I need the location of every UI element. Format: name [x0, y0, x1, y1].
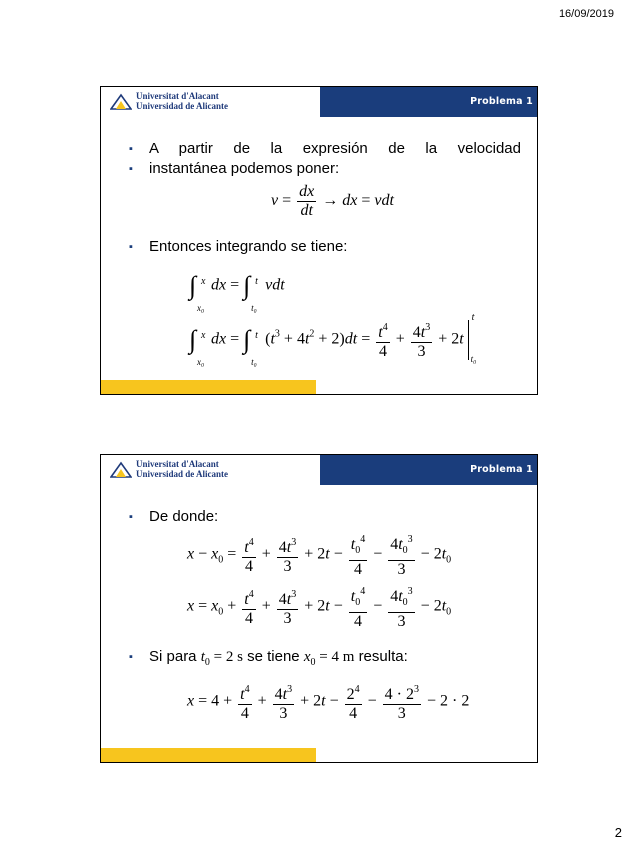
slide-2 — [100, 454, 538, 763]
equation-integral-result: ∫ x x₀ dx = ∫ t t₀ $(t^3 + 4t^2 + 2)dt$ = $\frac{t^4}{4}$ + $\frac{4t^3}{3}$ + 2t t t₀ — [189, 312, 477, 367]
university-name — [136, 459, 228, 479]
university-name-line2: Universidad de Alicante — [136, 101, 229, 111]
footer-bar — [101, 380, 316, 394]
slide-header — [101, 455, 537, 487]
equation-velocity-definition: v = $\frac{dx}{dt}$ → dx = vdt — [271, 183, 394, 219]
university-logo — [110, 459, 228, 479]
bullet-velocity-intro-line2 — [149, 159, 339, 179]
page-date: 16/09/2019 — [558, 8, 614, 20]
university-name-line1: Universitat d'Alacant — [136, 91, 219, 101]
condition-t0: $t_0 = 2$ s — [200, 649, 243, 668]
bullet-initial-conditions — [149, 647, 408, 673]
header-bar — [320, 87, 538, 117]
equation-position: $x = x_0$ + $\frac{t^4}{4}$ + $\frac{4t^3}{3}$ + 2t − $\frac{t_0^4}{4}$ − $\frac{4t_0^3}{3}$ − $2t_0$ — [187, 583, 451, 631]
problem-label: Problema 1 — [470, 96, 533, 107]
footer-bar — [101, 748, 316, 762]
university-emblem-icon — [110, 92, 132, 110]
slide-1 — [100, 86, 538, 395]
condition-prefix: Si para — [149, 648, 197, 665]
bullet-integrating: ▪ Entonces integrando se tiene: — [149, 237, 347, 257]
equation-displacement: $x - x_0$ = $\frac{t^4}{4}$ + $\frac{4t^3}{3}$ + 2t − $\frac{t_0^4}{4}$ − $\frac{4t_0^3}{3}$ − $2t_0$ — [187, 531, 451, 579]
equation-position-substituted: x = 4 + $\frac{t^4}{4}$ + $\frac{4t^3}{3}$ + 2t − $\frac{2^4}{4}$ − $\frac{4 \cdot 2^3}{3}$ − 2 · 2 — [187, 681, 469, 723]
slide-header — [101, 87, 537, 119]
bullet-velocity-intro-line1: ▪ A partir de la expresión de la velocidad — [149, 139, 521, 159]
equation-integral-setup: ∫ x x₀ dx = ∫ t t₀ vdt — [189, 271, 285, 313]
university-name-line1: Universitat d'Alacant — [136, 459, 219, 469]
problem-label: Problema 1 — [470, 464, 533, 475]
university-logo — [110, 91, 228, 111]
condition-suffix: resulta: — [358, 648, 408, 665]
condition-mid: se tiene — [247, 648, 300, 665]
university-emblem-icon — [110, 460, 132, 478]
university-name — [136, 91, 228, 111]
bullet-from-where: ▪ De donde: — [149, 507, 218, 527]
university-name-line2: Universidad de Alicante — [136, 469, 229, 479]
header-bar — [320, 455, 538, 485]
condition-x0: $x_0 = 4$ m — [303, 649, 355, 668]
page-number: 2 — [614, 825, 622, 840]
bullet-velocity-intro-line2-text: instantánea podemos poner: — [149, 160, 340, 177]
